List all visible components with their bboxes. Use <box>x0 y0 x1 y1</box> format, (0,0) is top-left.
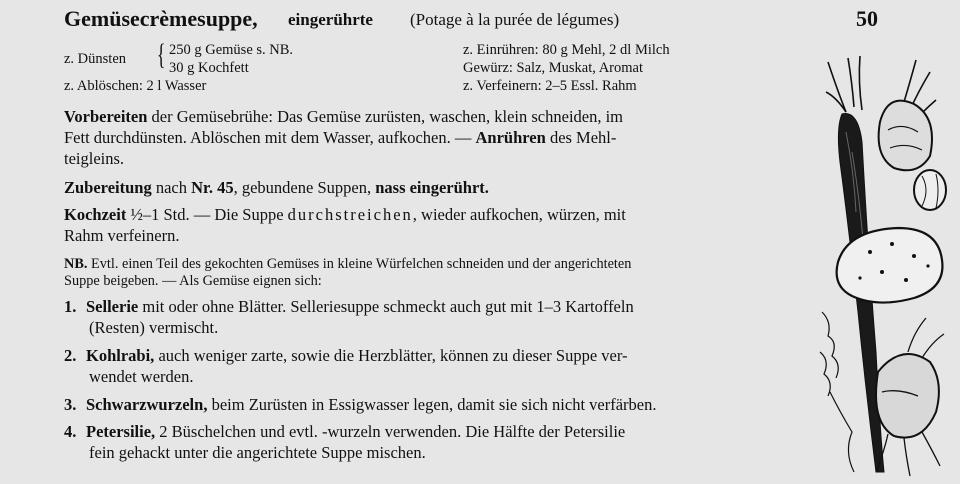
list-item-text: (Resten) vermischt. <box>89 318 219 337</box>
list-number: 2. <box>64 346 77 365</box>
abloeschen-line: z. Ablöschen: 2 l Wasser <box>64 78 207 94</box>
zubereitung-ref: Nr. 45 <box>191 178 234 197</box>
einruehren-line: z. Einrühren: 80 g Mehl, 2 dl Milch <box>463 42 670 58</box>
kochzeit-paragraph <box>64 204 814 246</box>
zubereitung-bold: nass eingerührt. <box>375 178 489 197</box>
list-item-name: Sellerie <box>86 297 139 316</box>
duensten-item-2: 30 g Kochfett <box>169 60 249 76</box>
zubereitung-title: Zubereitung <box>64 178 152 197</box>
nb-text: Suppe beigeben. — Als Gemüse eignen sich: <box>64 273 322 289</box>
list-item-name: Petersilie, <box>86 422 156 441</box>
kochzeit-text: , wieder aufkochen, würzen, mit <box>412 205 626 224</box>
brace-icon: { <box>156 38 166 71</box>
vorbereiten-title: Vorbereiten <box>64 107 148 126</box>
duensten-item-1: 250 g Gemüse s. NB. <box>169 42 294 58</box>
list-number: 1. <box>64 297 77 316</box>
zubereitung-text: , gebundene Suppen, <box>233 178 376 197</box>
vorbereiten-text: des Mehl- <box>545 128 617 147</box>
list-item-text: wendet werden. <box>89 367 194 386</box>
gewuerz-line: Gewürz: Salz, Muskat, Aromat <box>463 60 644 76</box>
nb-label: NB. <box>64 256 88 272</box>
list-item <box>64 394 814 415</box>
kochzeit-spaced: durchstreichen <box>287 205 413 224</box>
vorbereiten-text: Fett durchdünsten. Ablöschen mit dem Wasser, aufkochen. — <box>64 128 476 147</box>
kochzeit-text: Rahm verfeinern. <box>64 226 180 245</box>
zubereitung-text: nach <box>151 178 192 197</box>
duensten-label: z. Dünsten <box>64 51 127 67</box>
nb-note <box>64 256 814 290</box>
nb-text: Evtl. einen Teil des gekochten Gemüses in kleine Würfelchen schneiden und der angerichteten <box>87 256 632 272</box>
zubereitung-paragraph <box>64 177 814 198</box>
list-item <box>64 296 814 338</box>
list-item-text: 2 Büschelchen und evtl. -wurzeln verwenden. Die Hälfte der Petersilie <box>155 422 626 441</box>
verfeinern-line: z. Verfeinern: 2–5 Essl. Rahm <box>463 78 637 94</box>
list-number: 4. <box>64 422 77 441</box>
list-item-text: beim Zurüsten in Essigwasser legen, damit sie sich nicht verfärben. <box>207 395 657 414</box>
french-title: (Potage à la purée de légumes) <box>410 10 620 29</box>
list-number: 3. <box>64 395 77 414</box>
anruehren-title: Anrühren <box>475 128 546 147</box>
kochzeit-text: ½–1 Std. — Die Suppe <box>126 205 288 224</box>
vorbereiten-text: der Gemüsebrühe: Das Gemüse zurüsten, waschen, klein schneiden, im <box>147 107 624 126</box>
list-item-text: auch weniger zarte, sowie die Herzblätter, können zu dieser Suppe ver- <box>154 346 628 365</box>
vegetable-illustration <box>818 52 948 480</box>
list-item-text: mit oder ohne Blätter. Selleriesuppe schmeckt auch gut mit 1–3 Kartoffeln <box>138 297 634 316</box>
vorbereiten-paragraph <box>64 106 814 169</box>
list-item-name: Schwarzwurzeln, <box>86 395 208 414</box>
page-number: 50 <box>856 6 878 31</box>
list-item <box>64 345 814 387</box>
recipe-header <box>64 6 894 36</box>
recipe-subtitle: eingerührte <box>288 10 373 29</box>
list-item-text: fein gehackt unter die angerichtete Suppe mischen. <box>89 443 426 462</box>
recipe-title: Gemüsecrèmesuppe, <box>64 6 258 31</box>
vorbereiten-text: teigleins. <box>64 149 125 168</box>
kochzeit-title: Kochzeit <box>64 205 127 224</box>
list-item <box>64 421 814 463</box>
list-item-name: Kohlrabi, <box>86 346 155 365</box>
